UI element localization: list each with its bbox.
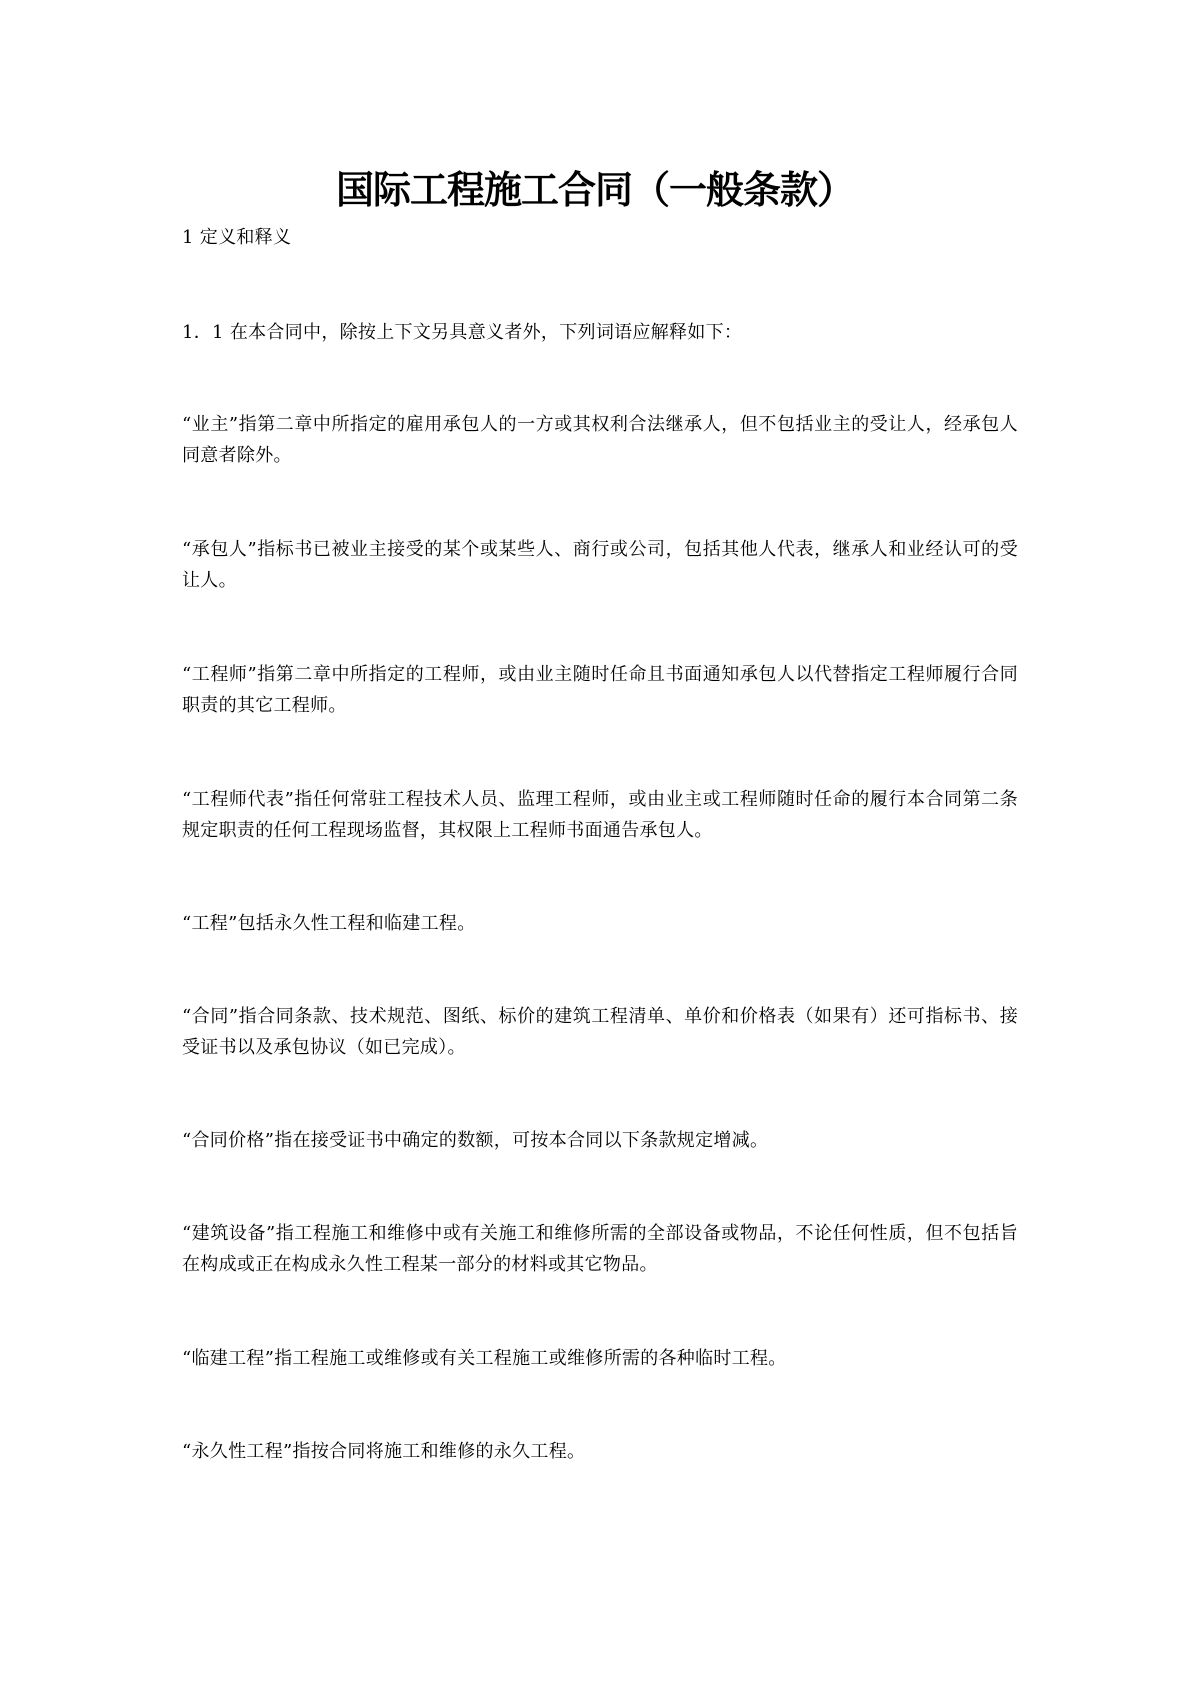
definition-construction-equipment: “建筑设备”指工程施工和维修中或有关施工和维修所需的全部设备或物品，不论任何性质，但不包括旨在构成或正在构成永久性工程某一部分的材料或其它物品。 (182, 1223, 1018, 1275)
definition-contract-price: “合同价格”指在接受证书中确定的数额，可按本合同以下条款规定增减。 (182, 1130, 769, 1151)
definition-permanent-works: “永久性工程”指按合同将施工和维修的永久工程。 (182, 1441, 586, 1462)
clause-intro: 1．1 在本合同中，除按上下文另具意义者外，下列词语应解释如下： (182, 322, 743, 343)
definition-contract: “合同”指合同条款、技术规范、图纸、标价的建筑工程清单、单价和价格表（如果有）还可指标书、接受证书以及承包协议（如已完成）。 (182, 1006, 1018, 1058)
document-title: 国际工程施工合同（一般条款） (335, 167, 854, 212)
definition-owner: “业主”指第二章中所指定的雇用承包人的一方或其权利合法继承人，但不包括业主的受让人，经承包人同意者除外。 (182, 414, 1018, 466)
definition-works: “工程”包括永久性工程和临建工程。 (182, 913, 476, 934)
section-heading: 1 定义和释义 (182, 227, 292, 248)
definition-engineer: “工程师”指第二章中所指定的工程师，或由业主随时任命且书面通知承包人以代替指定工程师履行合同职责的其它工程师。 (182, 664, 1018, 716)
definition-contractor: “承包人”指标书已被业主接受的某个或某些人、商行或公司，包括其他人代表，继承人和业经认可的受让人。 (182, 539, 1018, 591)
definition-temporary-works: “临建工程”指工程施工或维修或有关工程施工或维修所需的各种临时工程。 (182, 1348, 787, 1369)
definition-engineer-representative: “工程师代表”指任何常驻工程技术人员、监理工程师，或由业主或工程师随时任命的履行本合同第二条规定职责的任何工程现场监督，其权限上工程师书面通告承包人。 (182, 789, 1018, 841)
